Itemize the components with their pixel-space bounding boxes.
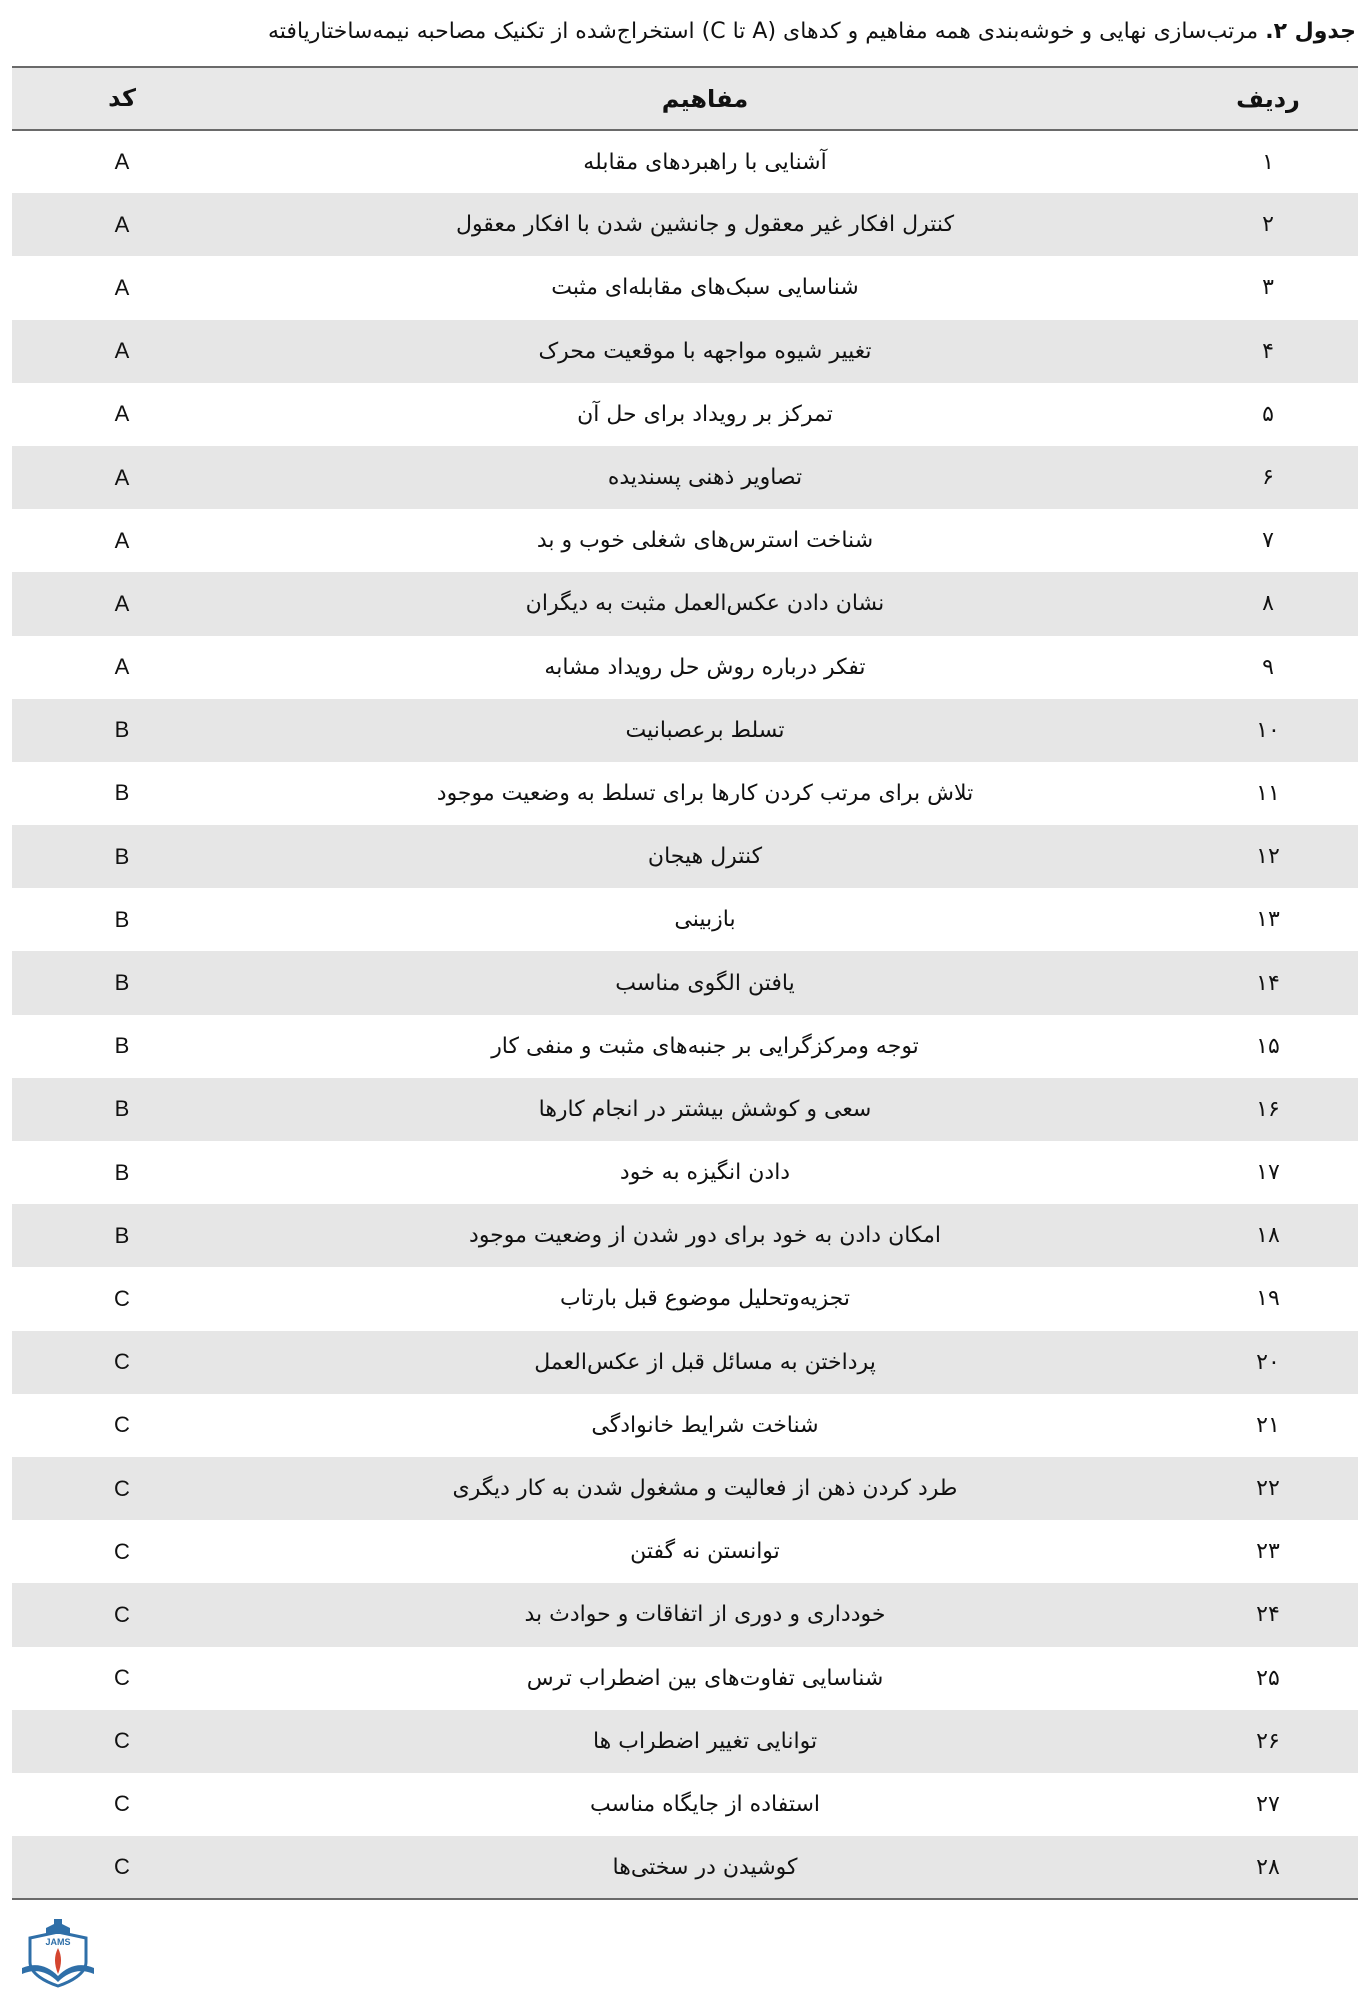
concept-cell: تغییر شیوه مواجهه با موقعیت محرک <box>538 338 872 364</box>
code-cell: B <box>114 1159 130 1185</box>
table-row <box>12 1267 1358 1330</box>
code-cell: A <box>114 274 130 300</box>
code-cell: B <box>114 843 130 869</box>
code-cell: C <box>114 1412 130 1438</box>
concept-cell: آشنایی با راهبردهای مقابله <box>583 149 827 175</box>
row-number-cell: ۳ <box>1262 275 1274 301</box>
concept-cell: یافتن الگوی مناسب <box>615 970 795 996</box>
code-cell: B <box>114 717 130 743</box>
code-cell: C <box>114 1349 130 1375</box>
row-number-cell: ۴ <box>1262 338 1274 364</box>
row-number-cell: ۲۳ <box>1256 1539 1280 1565</box>
concept-cell: تجزیه‌وتحلیل موضوع قبل بارتاب <box>559 1286 851 1312</box>
table-row <box>12 1457 1358 1520</box>
code-cell: C <box>114 1475 130 1501</box>
row-number-cell: ۲۵ <box>1256 1665 1280 1691</box>
code-cell: B <box>114 970 130 996</box>
header-row-number: ردیف <box>1236 84 1300 113</box>
row-number-cell: ۱۵ <box>1256 1033 1280 1059</box>
journal-logo-icon <box>18 1918 98 1990</box>
row-number-cell: ۱۲ <box>1256 844 1280 870</box>
code-cell: B <box>114 1096 130 1122</box>
row-number-cell: ۱۹ <box>1256 1286 1280 1312</box>
code-cell: A <box>114 527 130 553</box>
code-cell: C <box>114 1601 130 1627</box>
code-cell: A <box>114 338 130 364</box>
table-row <box>12 1331 1358 1394</box>
table-row <box>12 825 1358 888</box>
table-caption-text: مرتب‌سازی نهایی و خوشه‌بندی همه مفاهیم و کدهای (A تا C) استخراج‌شده از تکنیک مصاحبه نیمه‌ساختاریافته <box>268 19 1266 44</box>
header-concept: مفاهیم <box>661 84 749 113</box>
concept-cell: شناسایی سبک‌های مقابله‌ای مثبت <box>551 275 859 301</box>
table-row <box>12 1204 1358 1267</box>
table-row <box>12 1647 1358 1710</box>
table-row <box>12 1394 1358 1457</box>
concept-cell: توجه ومرکزگرایی بر جنبه‌های مثبت و منفی کار <box>491 1033 919 1059</box>
concept-cell: کوشیدن در سختی‌ها <box>612 1854 798 1880</box>
table-row <box>12 446 1358 509</box>
code-cell: C <box>114 1854 130 1880</box>
concepts-table <box>12 66 1358 1900</box>
code-cell: C <box>114 1728 130 1754</box>
row-number-cell: ۲۶ <box>1256 1728 1280 1754</box>
code-cell: C <box>114 1285 130 1311</box>
concept-cell: پرداختن به مسائل قبل از عکس‌العمل <box>534 1349 876 1375</box>
row-number-cell: ۱۱ <box>1256 780 1280 806</box>
row-number-cell: ۸ <box>1262 591 1274 617</box>
row-number-cell: ۱۶ <box>1256 1096 1280 1122</box>
code-cell: A <box>114 464 130 490</box>
concept-cell: بازبینی <box>674 907 736 933</box>
concept-cell: دادن انگیزه به خود <box>619 1160 791 1186</box>
row-number-cell: ۹ <box>1262 654 1274 680</box>
code-cell: C <box>114 1538 130 1564</box>
table-header-row <box>12 67 1358 130</box>
row-number-cell: ۱۷ <box>1256 1160 1280 1186</box>
table-row <box>12 1520 1358 1583</box>
table-row <box>12 320 1358 383</box>
concept-cell: شناسایی تفاوت‌های بین اضطراب ترس <box>526 1665 884 1691</box>
row-number-cell: ۲۷ <box>1256 1791 1280 1817</box>
code-cell: B <box>114 1222 130 1248</box>
row-number-cell: ۱۸ <box>1256 1223 1280 1249</box>
concept-cell: نشان دادن عکس‌العمل مثبت به دیگران <box>525 591 885 617</box>
table-row <box>12 130 1358 193</box>
concept-cell: تلاش برای مرتب کردن کارها برای تسلط به وضعیت موجود <box>436 780 974 806</box>
table-row <box>12 1015 1358 1078</box>
code-cell: B <box>114 780 130 806</box>
row-number-cell: ۲۲ <box>1256 1476 1280 1502</box>
table-row <box>12 383 1358 446</box>
concept-cell: تفکر درباره روش حل رویداد مشابه <box>544 654 866 680</box>
row-number-cell: ۲ <box>1262 212 1274 238</box>
table-row <box>12 1141 1358 1204</box>
code-cell: B <box>114 1033 130 1059</box>
code-cell: C <box>114 1791 130 1817</box>
concept-cell: امکان دادن به خود برای دور شدن از وضعیت موجود <box>469 1223 941 1249</box>
row-number-cell: ۲۴ <box>1256 1602 1280 1628</box>
concept-cell: توانایی تغییر اضطراب ها <box>592 1728 818 1754</box>
code-cell: A <box>114 590 130 616</box>
table-row <box>12 951 1358 1014</box>
table-row <box>12 1710 1358 1773</box>
table-row <box>12 572 1358 635</box>
concept-cell: استفاده از جایگاه مناسب <box>589 1791 821 1817</box>
concept-cell: تمرکز بر رویداد برای حل آن <box>577 401 833 427</box>
concept-cell: طرد کردن ذهن از فعالیت و مشغول شدن به کار دیگری <box>452 1476 958 1502</box>
table-row <box>12 256 1358 319</box>
concept-cell: شناخت استرس‌های شغلی خوب و بد <box>536 528 874 554</box>
concept-cell: خودداری و دوری از اتفاقات و حوادث بد <box>524 1602 886 1628</box>
row-number-cell: ۲۰ <box>1256 1349 1280 1375</box>
row-number-cell: ۷ <box>1262 528 1274 554</box>
code-cell: C <box>114 1665 130 1691</box>
concept-cell: شناخت شرایط خانوادگی <box>591 1412 819 1438</box>
table-row <box>12 509 1358 572</box>
table-row <box>12 699 1358 762</box>
table-row <box>12 762 1358 825</box>
table-row <box>12 1583 1358 1646</box>
code-cell: B <box>114 906 130 932</box>
row-number-cell: ۱ <box>1262 149 1274 175</box>
table-row <box>12 636 1358 699</box>
table-body <box>12 130 1358 1899</box>
row-number-cell: ۲۸ <box>1256 1854 1280 1880</box>
code-cell: A <box>114 149 130 175</box>
row-number-cell: ۱۳ <box>1256 907 1280 933</box>
row-number-cell: ۵ <box>1262 401 1274 427</box>
table-caption-label: جدول ۲. <box>1265 19 1356 44</box>
concept-cell: کنترل افکار غیر معقول و جانشین شدن با افکار معقول <box>455 212 955 238</box>
row-number-cell: ۱۰ <box>1256 717 1280 743</box>
table-row <box>12 193 1358 256</box>
table-row <box>12 1836 1358 1899</box>
table-row <box>12 888 1358 951</box>
concept-cell: تصاویر ذهنی پسندیده <box>607 465 803 491</box>
code-cell: A <box>114 654 130 680</box>
row-number-cell: ۶ <box>1262 465 1274 491</box>
concept-cell: سعی و کوشش بیشتر در انجام کارها <box>538 1096 872 1122</box>
table-row <box>12 1078 1358 1141</box>
code-cell: A <box>114 211 130 237</box>
row-number-cell: ۱۴ <box>1256 970 1280 996</box>
concept-cell: تسلط برعصبانیت <box>625 717 785 743</box>
code-cell: A <box>114 401 130 427</box>
concept-cell: کنترل هیجان <box>647 844 763 870</box>
concept-cell: توانستن نه گفتن <box>630 1539 780 1565</box>
row-number-cell: ۲۱ <box>1256 1412 1280 1438</box>
logo-text: JAMS <box>45 1937 71 1947</box>
table-caption <box>12 12 1356 52</box>
header-code: کد <box>108 85 136 112</box>
table-row <box>12 1773 1358 1836</box>
